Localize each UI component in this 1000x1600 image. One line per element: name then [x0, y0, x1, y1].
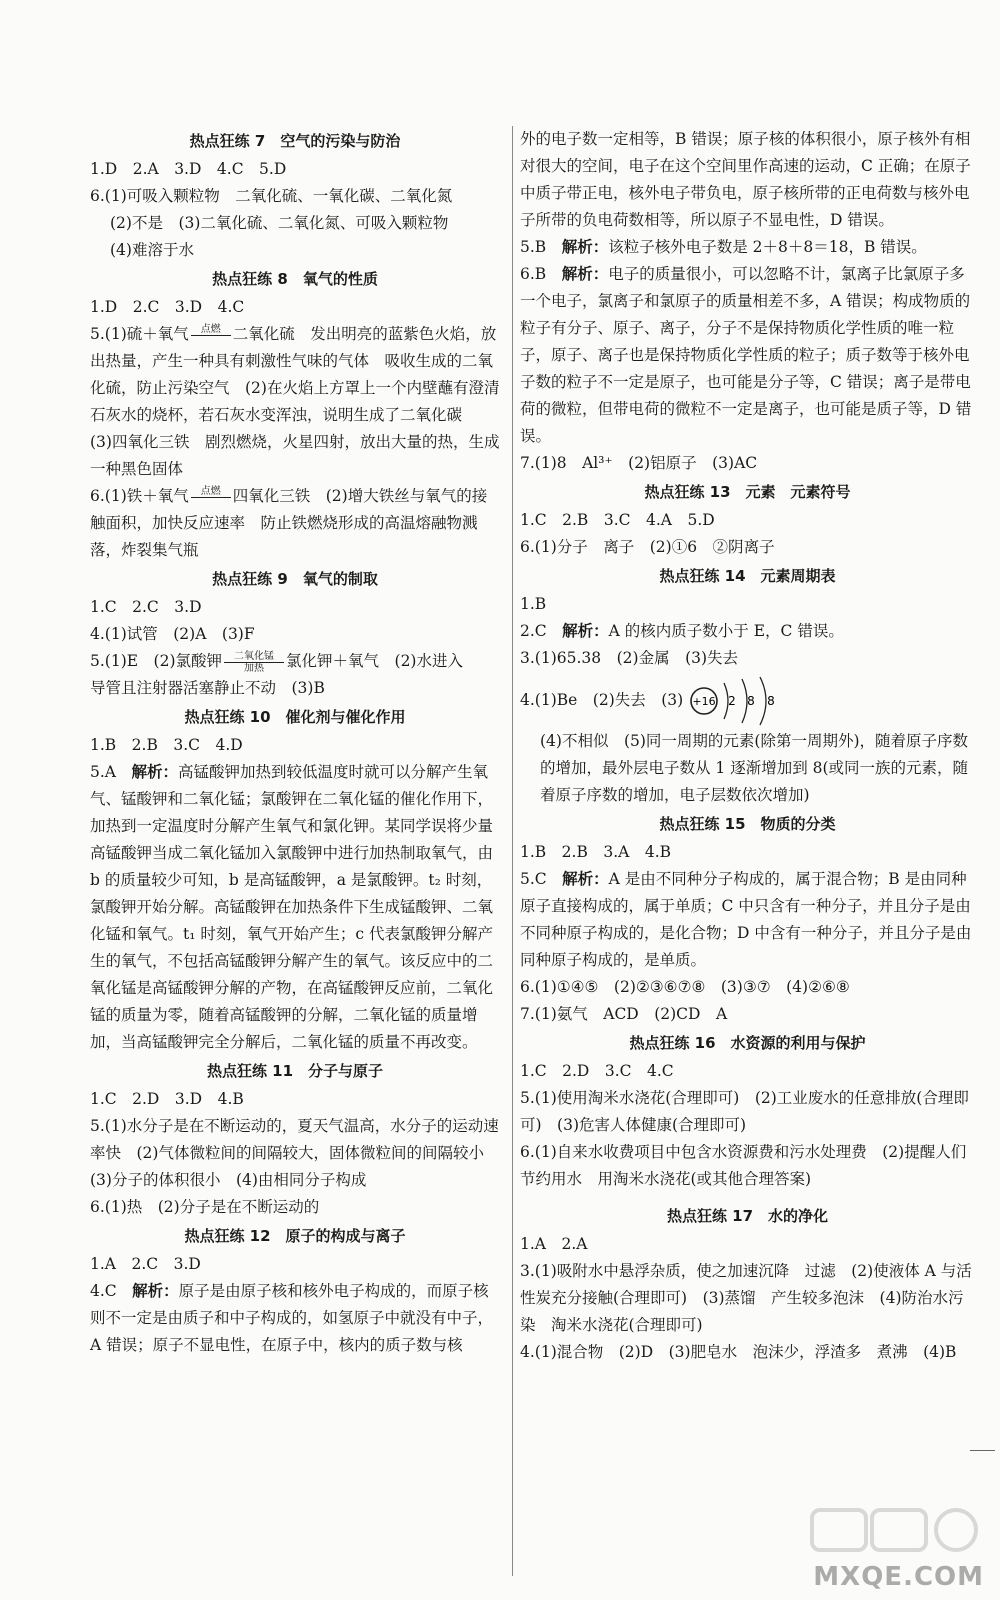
s11-q6: 6.(1)热 (2)分子是在不断运动的 [90, 1198, 320, 1216]
analysis-label: 解析： [132, 1282, 179, 1300]
left-column [90, 126, 500, 1359]
s7-q6-line1: 6.(1)可吸入颗粒物 二氧化硫、一氧化碳、二氧化氮 [90, 187, 453, 205]
s14-q3: 3.(1)65.38 (2)金属 (3)失去 [520, 649, 739, 667]
analysis-label: 解析： [562, 622, 609, 640]
s9-answers: 1.C 2.C 3.D [90, 598, 202, 616]
s7-q6-line2: (2)不是 (3)二氧化硫、二氧化氮、可吸入颗粒物 [110, 214, 449, 232]
s17-q4: 4.(1)混合物 (2)D (3)肥皂水 泡沫少，浮渣多 煮沸 (4)B [520, 1343, 957, 1361]
s14-q2 [520, 618, 975, 645]
section-title-10: 热点狂练 10 催化剂与催化作用 [184, 708, 406, 726]
section-title-9: 热点狂练 9 氧气的制取 [212, 570, 378, 588]
page-edge-mark [970, 1450, 995, 1451]
section-title-14: 热点狂练 14 元素周期表 [659, 567, 836, 585]
reaction-condition-top: 二氧化锰 [234, 650, 275, 662]
section-title-11: 热点狂练 11 分子与原子 [206, 1062, 384, 1080]
s8-q5-text: 出热量，产生一种具有刺激性气味的气体 吸收生成的二氧化硫，防止污染空气 (2)在火焰上方罩上一个内壁蘸有澄清石灰水的烧杯，若石灰水变浑浊，说明生成了二氧化碳 [90, 352, 500, 424]
reaction-condition: 点燃 [200, 485, 221, 497]
atom-structure-diagram [688, 675, 798, 727]
s8-q6-equation [90, 483, 500, 510]
s11-answers: 1.C 2.D 3.D 4.B [90, 1090, 244, 1108]
s12-q6-analysis: 电子的质量很小，可以忽略不计，氯离子比氯原子多一个电子，氯离子和氯原子的质量相差不多，A 错误；构成物质的粒子有分子、原子、离子，分子不是保持物质化学性质的唯一粒子，原子、离子也是保持物质化学性质的粒子；质子数等于核外电子数的粒子不一定是原子，也可能是分子等，C 错误；离子是带电荷的微粒，但带电荷的微粒不一定是离子，也可能是质子等，D 错误。 [520, 265, 972, 445]
s10-q5 [90, 759, 500, 1056]
s15-answers: 1.B 2.B 3.A 4.B [520, 843, 672, 861]
s17-answers: 1.A 2.A [520, 1235, 588, 1253]
s12-q4 [90, 1278, 500, 1359]
s14-q4-rest: (4)不相似 (5)同一周期的元素(除第一周期外)，随着原子序数的增加，最外层电子数从 1 逐渐增加到 8(或同一族的元素，随着原子序数的增加，电子层数依次增加) [540, 732, 969, 804]
s10-answers: 1.B 2.B 3.C 4.D [90, 736, 243, 754]
shell-electrons-2: 8 [747, 694, 755, 708]
section-title-7: 热点狂练 7 空气的污染与防治 [189, 132, 401, 150]
s11-q5: 5.(1)水分子是在不断运动的，夏天气温高，水分子的运动速率快 (2)气体微粒间的间隔较大，固体微粒间的间隔较小 (3)分子的体积很小 (4)由相同分子构成 [90, 1117, 500, 1189]
analysis-label: 解析： [561, 265, 609, 283]
section-title-13: 热点狂练 13 元素 元素符号 [644, 483, 851, 501]
s14-q4-text: 4.(1)Be (2)失去 (3) [520, 691, 684, 709]
s8-q6-left: 6.(1)铁＋氧气 [90, 487, 189, 505]
s12-q6 [520, 261, 975, 450]
section-title-8: 热点狂练 8 氧气的性质 [212, 270, 378, 288]
s12-answers: 1.A 2.C 3.D [90, 1255, 201, 1273]
s12-q4-continued: 外的电子数一定相等，B 错误；原子核的体积很小，原子核外有相对很大的空间，电子在这个空间里作高速的运动，C 正确；在原子中质子带正电，核外电子带负电，原子核所带的正电荷数与核外电子所带的负电荷数相等，所以原子不显电性，D 错误。 [520, 130, 971, 229]
s12-q5 [520, 234, 975, 261]
s8-q6-text: 触面积，加快反应速率 防止铁燃烧形成的高温熔融物溅落，炸裂集气瓶 [90, 514, 478, 559]
s16-q6: 6.(1)自来水收费项目中包含水资源费和污水处理费 (2)提醒人们节约用水 用淘米水浇花(或其他合理答案) [520, 1143, 967, 1188]
analysis-label: 解析： [561, 238, 609, 256]
s16-answers: 1.C 2.D 3.C 4.C [520, 1062, 674, 1080]
s16-q5: 5.(1)使用淘米水浇花(合理即可) (2)工业废水的任意排放(合理即可) (3)危害人体健康(合理即可) [520, 1089, 969, 1134]
s14-q1: 1.B [520, 595, 547, 613]
watermark-text: MXQE.COM [813, 1562, 984, 1592]
s17-q3: 3.(1)吸附水中悬浮杂质，使之加速沉降 过滤 (2)使液体 A 与活性炭充分接触(合理即可) (3)蒸馏 产生较多泡沫 (4)防治水污染 淘米水浇花(合理即可) [520, 1262, 972, 1334]
s7-q6-line3: (4)难溶于水 [110, 241, 194, 259]
s12-q5-analysis: 该粒子核外电子数是 2＋8＋8＝18，B 错误。 [608, 238, 927, 256]
s8-q5-part3: (3)四氧化三铁 剧烈燃烧，火星四射，放出大量的热，生成一种黑色固体 [90, 433, 500, 478]
s9-q5-equation [90, 648, 500, 675]
section-title-17: 热点狂练 17 水的净化 [666, 1207, 829, 1225]
s10-q5-answer: 5.A [90, 763, 132, 781]
analysis-label: 解析： [131, 763, 178, 781]
s9-q5-left: 5.(1)E (2)氯酸钾 [90, 652, 223, 670]
s7-answers: 1.D 2.A 3.D 4.C 5.D [90, 160, 287, 178]
s15-q7: 7.(1)氨气 ACD (2)CD A [520, 1005, 728, 1023]
s14-q4 [520, 672, 975, 728]
s15-q6: 6.(1)①④⑤ (2)②③⑥⑦⑧ (3)③⑦ (4)②⑥⑧ [520, 978, 850, 996]
reaction-arrow [191, 486, 231, 509]
s9-q5-right: 氯化钾＋氧气 (2)水进入 [286, 652, 463, 670]
right-column [520, 126, 975, 1366]
section-title-12: 热点狂练 12 原子的构成与离子 [184, 1227, 406, 1245]
s12-q4-answer: 4.C [90, 1282, 133, 1300]
reaction-arrow [191, 324, 231, 347]
shell-electrons-3: 8 [767, 694, 775, 708]
s13-q6: 6.(1)分子 离子 (2)①6 ②阴离子 [520, 538, 775, 556]
s12-q7: 7.(1)8 Al³⁺ (2)铝原子 (3)AC [520, 454, 758, 472]
reaction-condition-bottom: 加热 [244, 662, 265, 674]
column-divider [512, 126, 513, 1576]
s15-q5-answer: 5.C [520, 870, 563, 888]
s15-q5-analysis: A 是由不同种分子构成的，属于混合物；B 是由同种原子直接构成的，属于单质；C 中只含有一种分子，并且分子是由不同种原子构成的，是化合物；D 中含有一种分子，并且分子是由同种原子构成的，是单质。 [520, 870, 972, 969]
s12-q4-analysis: 原子是由原子核和核外电子构成的，而原子核则不一定是由质子和中子构成的，如氢原子中就没有中子，A 错误；原子不显电性，在原子中，核内的质子数与核 [90, 1282, 494, 1354]
section-title-16: 热点狂练 16 水资源的利用与保护 [629, 1034, 866, 1052]
s14-q2-analysis: A 的核内质子数小于 E，C 错误。 [608, 622, 844, 640]
shell-electrons-1: 2 [728, 694, 736, 708]
s12-q5-answer: 5.B [520, 238, 562, 256]
s14-q2-answer: 2.C [520, 622, 563, 640]
reaction-arrow [224, 651, 284, 674]
s12-q6-answer: 6.B [520, 265, 562, 283]
s13-answers: 1.C 2.B 3.C 4.A 5.D [520, 511, 715, 529]
s15-q5 [520, 866, 975, 974]
s8-q5-equation [90, 321, 500, 348]
s8-q6-right: 四氧化三铁 (2)增大铁丝与氧气的接 [232, 487, 488, 505]
reaction-condition: 点燃 [200, 323, 221, 335]
electron-shell-3 [760, 677, 766, 725]
nucleus-charge: +16 [692, 695, 716, 708]
s8-q5-left: 5.(1)硫＋氧气 [90, 325, 189, 343]
s10-q5-analysis: 高锰酸钾加热到较低温度时就可以分解产生氧气、锰酸钾和二氧化锰；氯酸钾在二氧化锰的催化作用下，加热到一定温度时分解产生氧气和氯化钾。某同学误将少量高锰酸钾当成二氧化锰加入氯酸钾中进行加热制取氧气，由 b 的质量较少可知，b 是高锰酸钾，a 是氯酸钾。t₂ 时刻，氯酸钾开始分解。高锰酸钾在加热条件下生成锰酸钾、二氧化锰和氧气。t₁ 时刻，氧气开始产生；c 代表氯酸钾分解产生的氧气，不包括高锰酸钾分解产生的氧气。该反应中的二氧化锰是高锰酸钾分解的产物，在高锰酸钾反应前，二氧化锰的质量为零，随着高锰酸钾的分解，二氧化锰的质量增加，当高锰酸钾完全分解后，二氧化锰的质量不再改变。 [90, 763, 494, 1051]
s9-q4: 4.(1)试管 (2)A (3)F [90, 625, 255, 643]
s9-q5-text: 导管且注射器活塞静止不动 (3)B [90, 679, 325, 697]
analysis-label: 解析： [562, 870, 609, 888]
s8-answers: 1.D 2.C 3.D 4.C [90, 298, 245, 316]
section-title-15: 热点狂练 15 物质的分类 [659, 815, 836, 833]
s8-q5-right: 二氧化硫 发出明亮的蓝紫色火焰，放 [232, 325, 497, 343]
